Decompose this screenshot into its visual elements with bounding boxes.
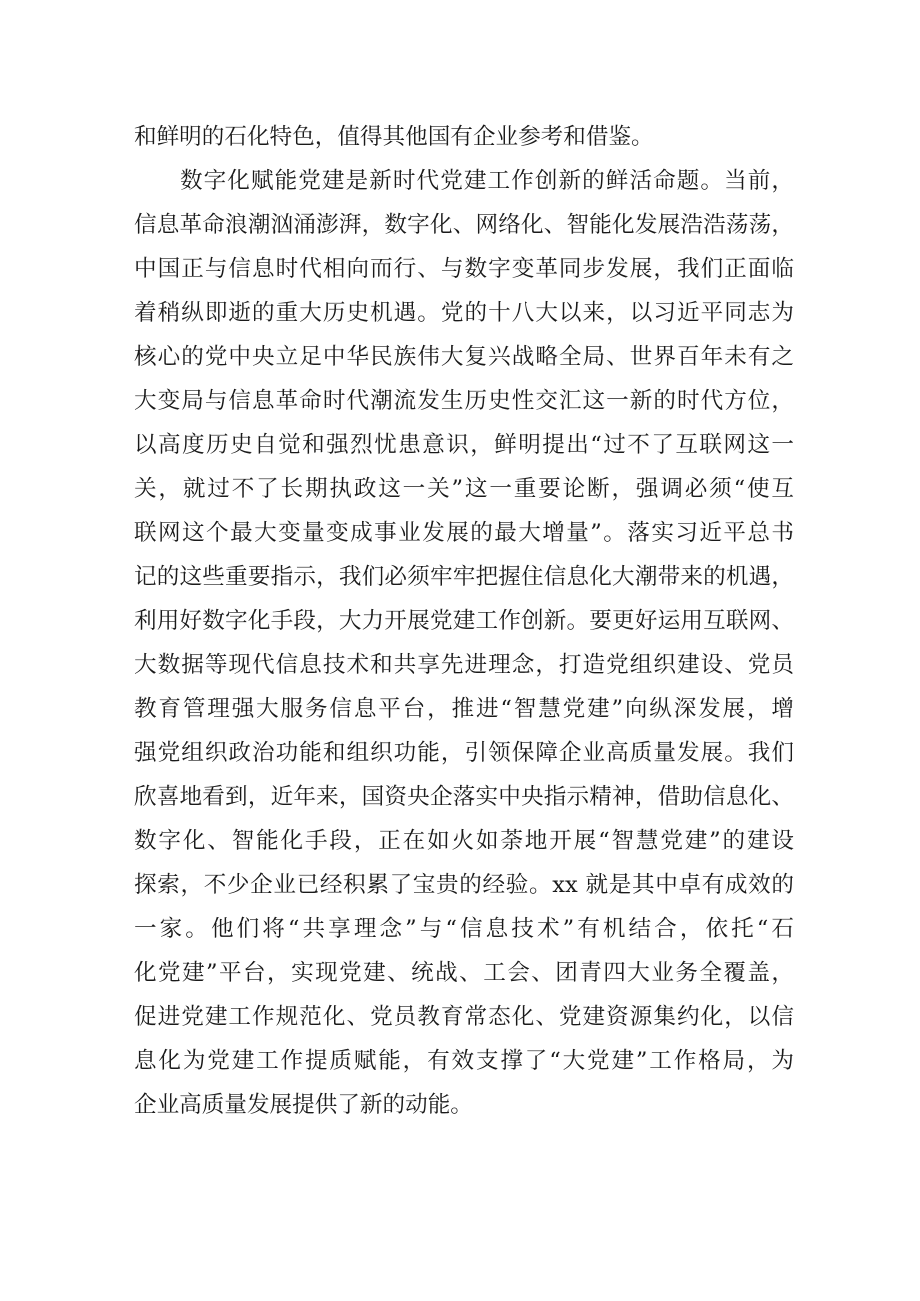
paragraph-line: 关，就过不了长期执政这一关”这一重要论断，强调必须“使互: [134, 476, 794, 502]
paragraph-line: 教育管理强大服务信息平台，推进“智慧党建”向纵深发展，增: [134, 696, 794, 722]
paragraph-line: 大变局与信息革命时代潮流发生历史性交汇这一新的时代方位，: [134, 388, 794, 414]
paragraph-line: 记的这些重要指示，我们必须牢牢把握住信息化大潮带来的机遇，: [134, 564, 794, 590]
paragraph-line: 数字化、智能化手段，正在如火如荼地开展“智慧党建”的建设: [134, 828, 794, 854]
paragraph-line: 化党建”平台，实现党建、统战、工会、团青四大业务全覆盖，: [134, 960, 794, 986]
paragraph-line: 欣喜地看到，近年来，国资央企落实中央指示精神，借助信息化、: [134, 784, 794, 810]
paragraph-line: 以高度历史自觉和强烈忧患意识，鲜明提出“过不了互联网这一: [134, 432, 794, 458]
paragraph-line: 核心的党中央立足中华民族伟大复兴战略全局、世界百年未有之: [134, 344, 794, 370]
paragraph-line: 大数据等现代信息技术和共享先进理念，打造党组织建设、党员: [134, 652, 794, 678]
paragraph-line: 利用好数字化手段，大力开展党建工作创新。要更好运用互联网、: [134, 608, 794, 634]
paragraph-line: 一家。他们将“共享理念”与“信息技术”有机结合，依托“石: [134, 916, 794, 942]
paragraph-line: 促进党建工作规范化、党员教育常态化、党建资源集约化，以信: [134, 1004, 794, 1030]
paragraph-line: 强党组织政治功能和组织功能，引领保障企业高质量发展。我们: [134, 740, 794, 766]
paragraph-line: 企业高质量发展提供了新的动能。: [134, 1092, 473, 1118]
paragraph-line: 信息革命浪潮汹涌澎湃，数字化、网络化、智能化发展浩浩荡荡，: [134, 212, 794, 238]
paragraph-line: 探索，不少企业已经积累了宝贵的经验。xx 就是其中卓有成效的: [134, 872, 794, 898]
paragraph-line: 中国正与信息时代相向而行、与数字变革同步发展，我们正面临: [134, 256, 794, 282]
paragraph-line: 息化为党建工作提质赋能，有效支撑了“大党建”工作格局，为: [134, 1048, 794, 1074]
paragraph-line: 和鲜明的石化特色，值得其他国有企业参考和借鉴。: [134, 124, 654, 150]
paragraph-line: 着稍纵即逝的重大历史机遇。党的十八大以来，以习近平同志为: [134, 300, 794, 326]
paragraph-line: 数字化赋能党建是新时代党建工作创新的鲜活命题。当前，: [180, 168, 794, 194]
paragraph-line: 联网这个最大变量变成事业发展的最大增量”。落实习近平总书: [134, 520, 794, 546]
